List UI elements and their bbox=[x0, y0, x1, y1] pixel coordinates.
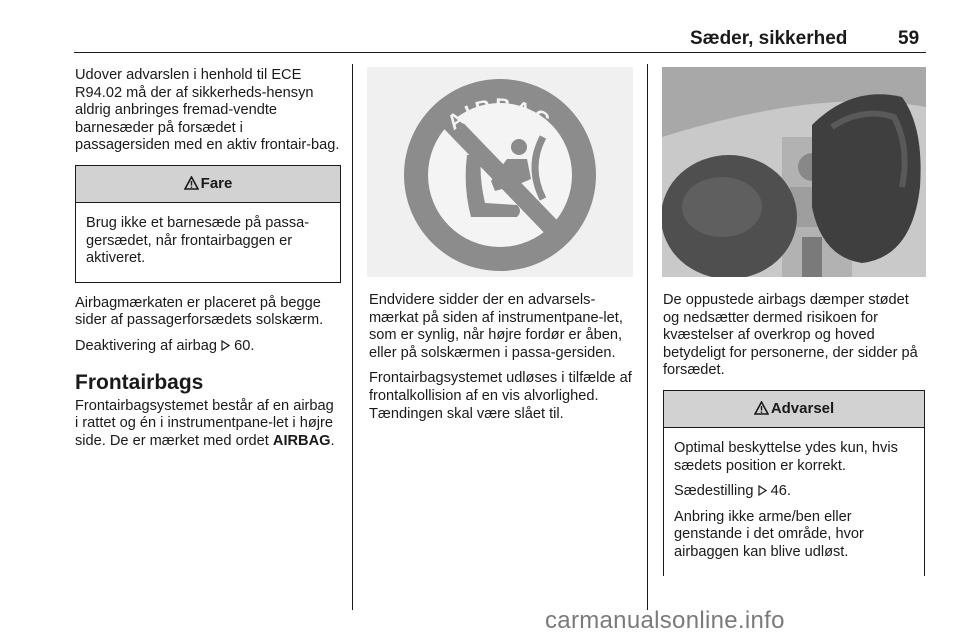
seat-position-reference-page[interactable]: 46. bbox=[770, 483, 791, 500]
column-1 bbox=[75, 67, 341, 450]
warning-triangle-icon bbox=[754, 401, 769, 415]
header-rule bbox=[74, 52, 926, 53]
no-rearfacing-child-seat-icon bbox=[367, 67, 633, 277]
airbag-word: AIRBAG bbox=[272, 432, 331, 449]
warning-box-text-3: Anbring ikke arme/ben eller genstande i det område, hvor airbaggen kan blive udløst. bbox=[674, 508, 864, 560]
sticker-label: AIRBAG bbox=[443, 94, 557, 135]
page-section-title: Sæder, sikkerhed bbox=[690, 28, 848, 49]
danger-box-body bbox=[76, 203, 340, 282]
seat-position-reference bbox=[674, 483, 920, 501]
seat-position-reference-text: Sædestilling bbox=[674, 483, 758, 500]
inflated-airbags-figure bbox=[662, 67, 926, 277]
deactivation-reference-text: Deaktivering af airbag bbox=[75, 337, 222, 354]
warning-triangle-icon bbox=[184, 176, 199, 190]
frontairbags-text: Frontairbagsystemet består af en airbag i rattet og én i instrumentpane-let i højre side. De er mærket med ordet bbox=[75, 397, 334, 449]
airbag-warning-sticker-figure bbox=[367, 67, 633, 277]
frontairbags-end: . bbox=[330, 432, 335, 449]
reference-triangle-icon bbox=[221, 340, 230, 351]
sticker-location-paragraph: Airbagmærkaten er placeret på begge sider af passagerforsædets solskærm. bbox=[75, 294, 324, 329]
warning-box-header bbox=[664, 391, 924, 428]
deployment-paragraph: Frontairbagsystemet udløses i tilfælde af frontalkollision af en vis alvorlighed. Tændingen skal være slået til. bbox=[369, 370, 632, 422]
warning-box-text-1: Optimal beskyttelse ydes kun, hvis sædets position er korrekt. bbox=[674, 439, 898, 474]
column-3 bbox=[663, 292, 929, 576]
column-divider-left bbox=[352, 64, 353, 610]
warning-box bbox=[663, 390, 925, 576]
warning-box-title: Advarsel bbox=[770, 399, 835, 417]
reference-triangle-icon bbox=[758, 485, 767, 496]
danger-box-title: Fare bbox=[200, 174, 233, 192]
danger-box-text: Brug ikke et barnesæde på passa-gersædet, når frontairbaggen er aktiveret. bbox=[86, 214, 310, 267]
warning-box-body bbox=[664, 428, 924, 576]
inflated-airbags-illustration bbox=[662, 67, 926, 277]
watermark: carmanualsonline.info bbox=[545, 607, 785, 634]
danger-box-header bbox=[76, 166, 340, 203]
sticker-visibility-paragraph: Endvidere sidder der en advarsels-mærkat på siden af instrumentpane-let, som er synlig, når højre fordør er åben, eller på solskærmen i passa-gersiden. bbox=[369, 292, 623, 361]
column-divider-right bbox=[647, 64, 648, 610]
protection-paragraph: De oppustede airbags dæmper stødet og nedsætter dermed risikoen for kvæstelser af overkrop og hoved betydeligt for personerne, der sidder på forsædet. bbox=[663, 292, 918, 379]
page-number: 59 bbox=[898, 28, 920, 49]
column-2 bbox=[369, 292, 635, 423]
deactivation-reference-page[interactable]: 60. bbox=[234, 337, 255, 354]
frontairbags-paragraph bbox=[75, 398, 341, 451]
section-heading-frontairbags: Frontairbags bbox=[75, 370, 204, 394]
deactivation-reference bbox=[75, 338, 341, 356]
intro-paragraph: Udover advarslen i henhold til ECE R94.02 må der af sikkerheds-hensyn aldrig anbringes fremad-vendte barnesæder på forsædet i passagersiden med en aktiv frontair-bag. bbox=[75, 67, 340, 154]
danger-box bbox=[75, 165, 341, 283]
